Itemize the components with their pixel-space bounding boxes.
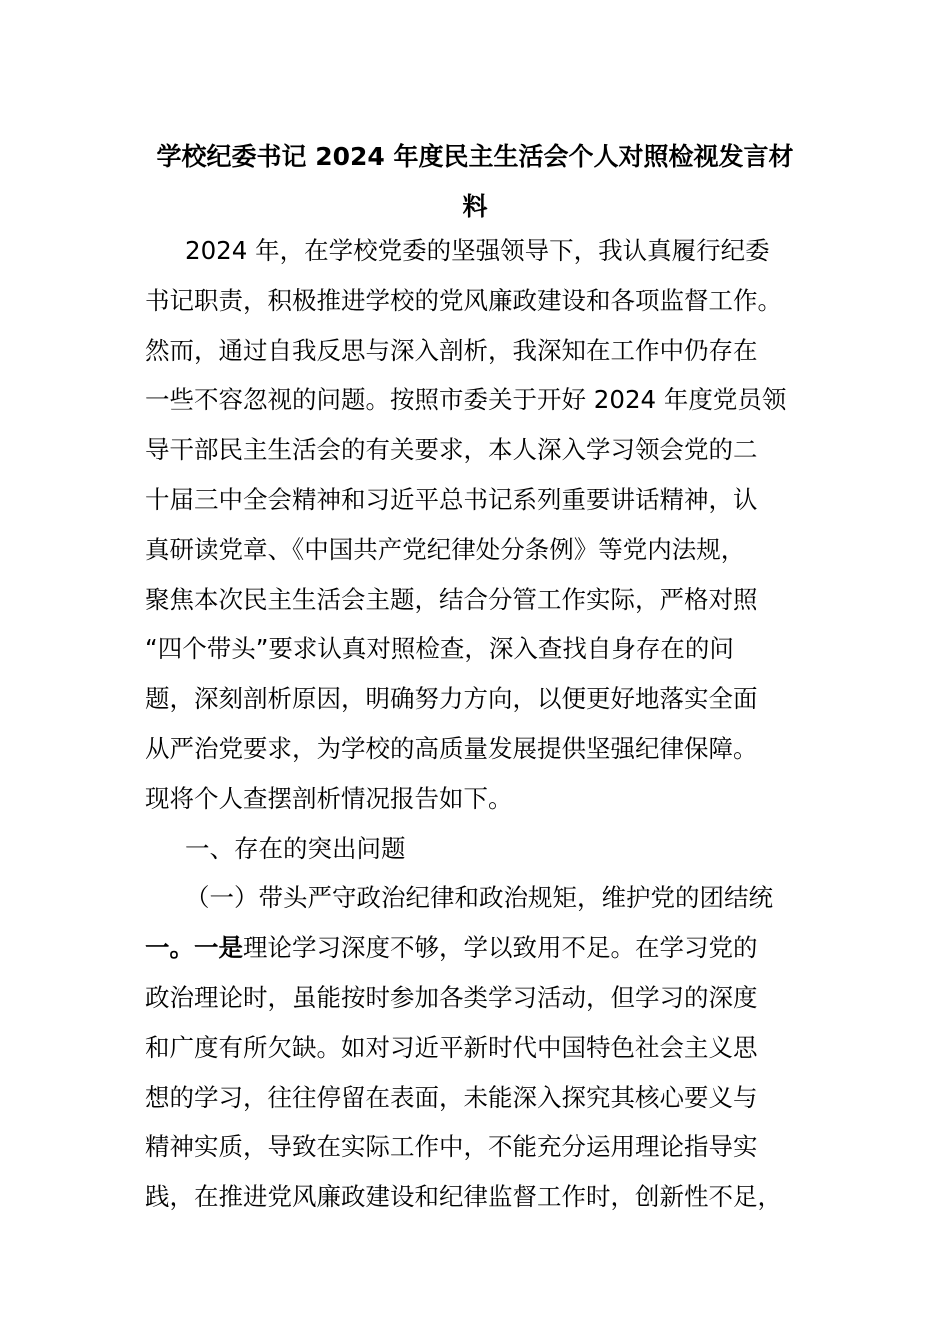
paragraph-line: 一些不容忽视的问题。按照市委关于开好 2024 年度党员领	[145, 385, 787, 415]
title-line: 料	[462, 192, 488, 221]
title-line: 学校纪委书记 2024 年度民主生活会个人对照检视发言材	[156, 142, 794, 171]
paragraph-line: 然而，通过自我反思与深入剖析，我深知在工作中仍存在	[145, 335, 758, 365]
paragraph-line: 导干部民主生活会的有关要求，本人深入学习领会党的二	[145, 435, 758, 465]
paragraph-line: 真研读党章、《中国共产党纪律处分条例》等党内法规，	[145, 534, 746, 564]
paragraph-line: 践，在推进党风廉政建设和纪律监督工作时，创新性不足，	[145, 1182, 782, 1212]
mixed-paragraph-line	[145, 923, 810, 973]
subsection-heading: （一）带头严守政治纪律和政治规矩，维护党的团结统	[185, 883, 773, 913]
paragraph-line: 聚焦本次民主生活会主题，结合分管工作实际，严格对照	[145, 584, 758, 614]
document-body	[145, 226, 810, 1222]
paragraph-line: 现将个人查摆剖析情况报告如下。	[145, 783, 513, 813]
paragraph-line: 从严治党要求，为学校的高质量发展提供坚强纪律保障。	[145, 733, 758, 763]
paragraph-line: 精神实质，导致在实际工作中，不能充分运用理论指导实	[145, 1132, 758, 1162]
paragraph-line: 题，深刻剖析原因，明确努力方向，以便更好地落实全面	[145, 684, 758, 714]
paragraph-line: 十届三中全会精神和习近平总书记系列重要讲话精神，认	[145, 484, 758, 514]
paragraph-line: 想的学习，往往停留在表面，未能深入探究其核心要义与	[145, 1082, 758, 1112]
paragraph-text: 理论学习深度不够，学以致用不足。在学习党的	[243, 933, 758, 963]
paragraph-line: 政治理论时，虽能按时参加各类学习活动，但学习的深度	[145, 982, 758, 1012]
section-heading: 一、存在的突出问题	[185, 833, 406, 863]
paragraph-line: 书记职责，积极推进学校的党风廉政建设和各项监督工作。	[145, 285, 782, 315]
paragraph-line: “四个带头”要求认真对照检查，深入查找自身存在的问	[145, 634, 734, 664]
document-title	[145, 132, 805, 232]
paragraph-line: 2024 年，在学校党委的坚强领导下，我认真履行纪委	[185, 236, 770, 265]
bold-lead-in: 一。一是	[145, 933, 243, 963]
paragraph-line: 和广度有所欠缺。如对习近平新时代中国特色社会主义思	[145, 1032, 758, 1062]
